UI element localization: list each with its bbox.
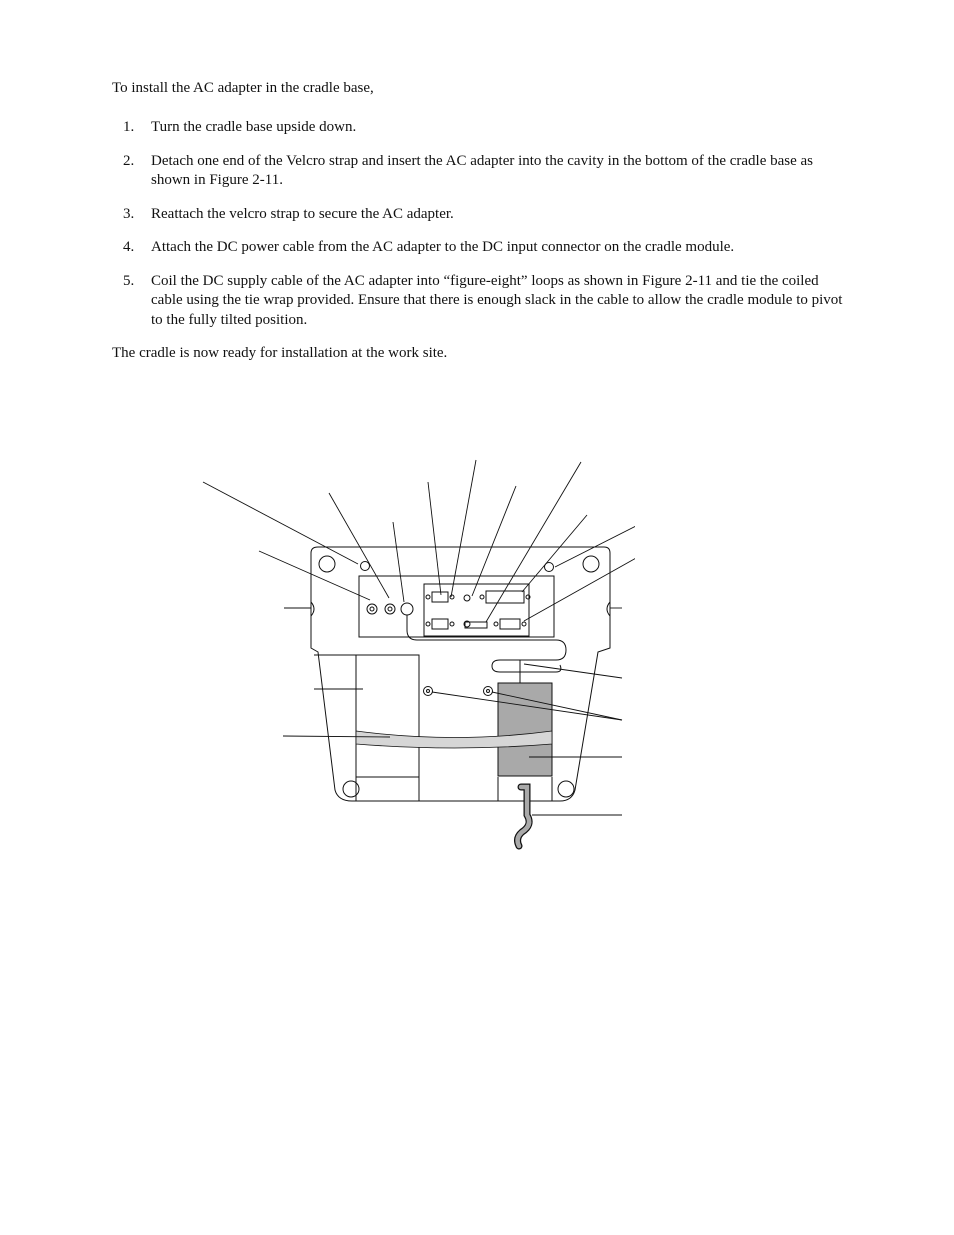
step-text: Turn the cradle base upside down. <box>151 119 357 135</box>
step-number: 4. <box>123 239 135 255</box>
screw-icon <box>484 687 493 696</box>
foot-icon <box>583 556 599 572</box>
intro-text: To install the AC adapter in the cradle base, <box>112 80 374 96</box>
step-text: Coil the DC supply cable of the AC adapter into “figure-eight” loops as shown in Figure 2-11 and tie the coiled cable using the tie wrap provided. Ensure that there is enough slack in the cable to allow the cradle module to pivot to the fully tilted position. <box>151 272 843 328</box>
step-number: 5. <box>123 272 135 289</box>
step-number: 3. <box>123 205 135 222</box>
step-item <box>112 238 852 258</box>
step-item <box>112 152 852 191</box>
cradle-base-figure <box>195 455 635 850</box>
outro-text: The cradle is now ready for installation at the work site. <box>112 345 448 361</box>
foot-icon <box>558 781 574 797</box>
foot-icon <box>319 556 335 572</box>
step-item <box>112 118 852 138</box>
foot-icon <box>343 781 359 797</box>
step-item <box>112 205 852 225</box>
screw-icon <box>424 687 433 696</box>
step-item <box>112 272 852 331</box>
step-number: 2. <box>123 152 135 169</box>
step-number: 1. <box>123 119 135 135</box>
step-text: Detach one end of the Velcro strap and insert the AC adapter into the cavity in the bottom of the cradle base as shown in Figure 2-11. <box>151 152 814 188</box>
step-text: Reattach the velcro strap to secure the AC adapter. <box>151 205 454 222</box>
instruction-steps <box>112 118 852 344</box>
dc-input-connector-icon <box>401 603 413 615</box>
ac-adapter <box>498 683 552 776</box>
connector-panel <box>359 576 554 637</box>
cradle-base-illustration <box>195 455 635 850</box>
step-text: Attach the DC power cable from the AC adapter to the DC input connector on the cradle module. <box>151 239 735 255</box>
